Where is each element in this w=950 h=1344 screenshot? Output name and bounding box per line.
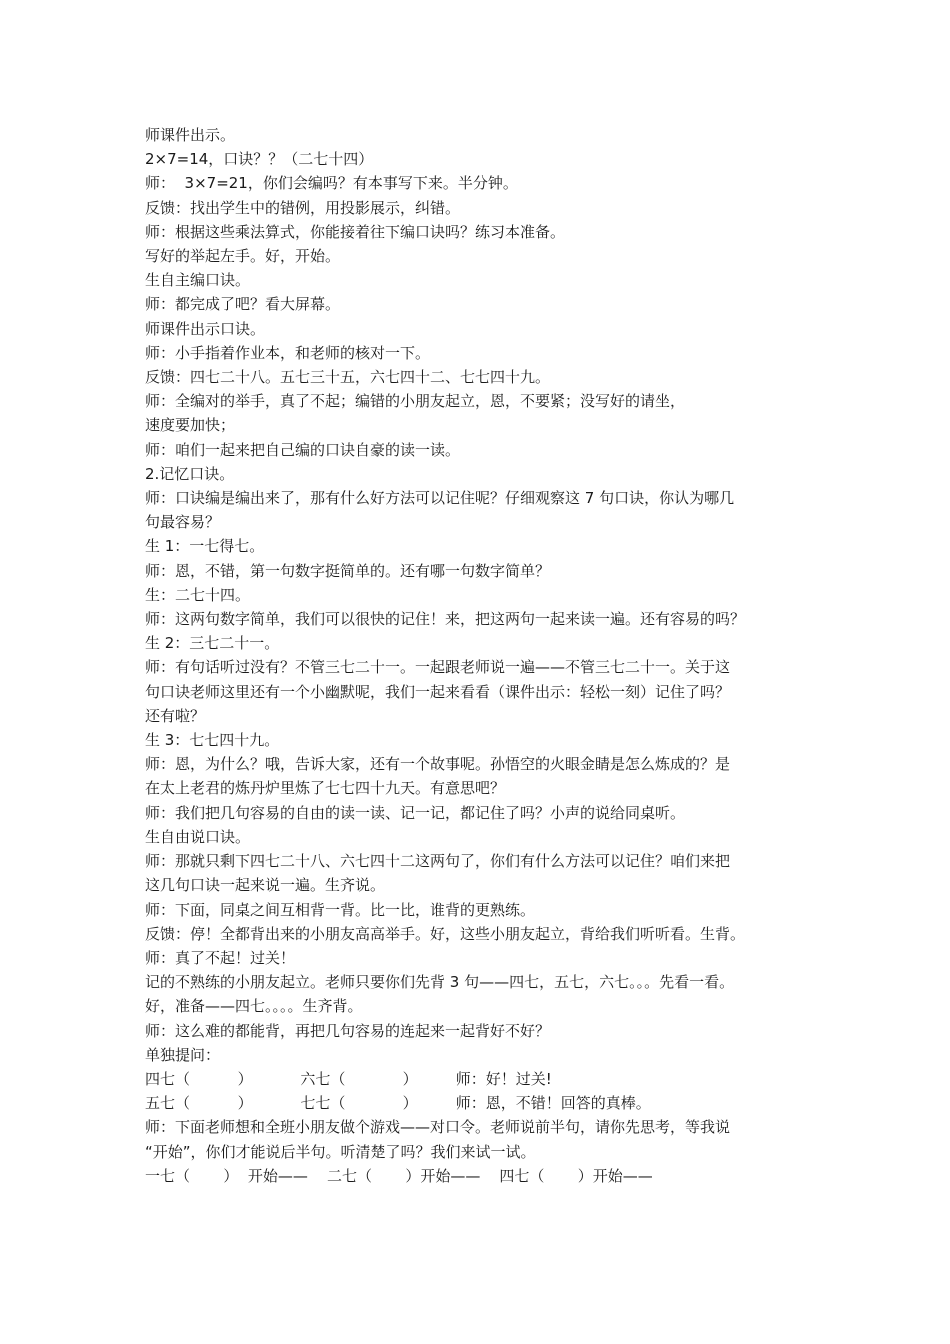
text-line: 2×7=14，口诀？？（二七十四） [145,150,374,169]
text-line: 句最容易？ [145,513,221,532]
text-line: 好，准备——四七。。。。生齐背。 [145,997,363,1016]
text-line: 师：真了不起！过关！ [145,948,296,967]
text-line: 生自由说口诀。 [145,827,251,846]
question-row: 五七（ ） 七七（ ） 师：恩，不错！回答的真棒。 [145,1094,651,1113]
text-line: 师： 3×7=21，你们会编吗？有本事写下来。半分钟。 [145,174,518,193]
text-line: 速度要加快； [145,416,236,435]
text-line: 生 3：七七四十九。 [145,731,280,750]
text-line: 在太上老君的炼丹炉里炼了七七四十九天。有意思吧？ [145,779,506,798]
text-line: 师课件出示口诀。 [145,319,266,338]
text-line: 师：有句话听过没有？不管三七二十一。一起跟老师说一遍——不管三七二十一。关于这 [145,658,731,677]
text-line: 师：我们把几句容易的自由的读一读、记一记，都记住了吗？小声的说给同桌听。 [145,803,686,822]
text-line: 生：二七十四。 [145,585,251,604]
text-line: 师：恩，不错，第一句数字挺简单的。还有哪一句数字简单？ [145,561,551,580]
text-line: 反馈：找出学生中的错例，用投影展示，纠错。 [145,198,461,217]
text-line: 师：都完成了吧？看大屏幕。 [145,295,341,314]
text-line: “开始”，你们才能说后半句。听清楚了吗？我们来试一试。 [145,1142,536,1161]
question-row: 四七（ ） 六七（ ） 师：好！过关! [145,1069,552,1088]
text-line: 师：根据这些乘法算式，你能接着往下编口诀吗？练习本准备。 [145,222,566,241]
section-heading: 2.记忆口诀。 [145,464,235,483]
text-line: 生自主编口诀。 [145,271,251,290]
text-line: 单独提问： [145,1045,221,1064]
text-line: 师：恩，为什么？哦，告诉大家，还有一个故事呢。孙悟空的火眼金睛是怎么炼成的？是 [145,755,731,774]
text-line: 师：那就只剩下四七二十八、六七四十二这两句了，你们有什么方法可以记住？咱们来把 [145,852,731,871]
text-line: 反馈：停！全都背出来的小朋友高高举手。好，这些小朋友起立，背给我们听听看。生背。 [145,924,746,943]
text-line: 生 2：三七二十一。 [145,634,280,653]
text-line: 记的不熟练的小朋友起立。老师只要你们先背 3 句——四七，五七，六七。。。先看一看。 [145,973,735,992]
text-line: 写好的举起左手。好，开始。 [145,247,341,266]
text-line: 句口诀老师这里还有一个小幽默呢，我们一起来看看（课件出示：轻松一刻）记住了吗？ [145,682,731,701]
text-line: 反馈：四七二十八。五七三十五，六七四十二、七七四十九。 [145,368,551,387]
text-line: 师：咱们一起来把自己编的口诀自豪的读一读。 [145,440,461,459]
text-line: 师：这么难的都能背，再把几句容易的连起来一起背好不好？ [145,1021,551,1040]
text-line: 师：下面老师想和全班小朋友做个游戏——对口令。老师说前半句，请你先思考，等我说 [145,1118,731,1137]
text-line: 生 1：一七得七。 [145,537,265,556]
text-line: 师：小手指着作业本，和老师的核对一下。 [145,343,431,362]
text-line: 师：口诀编是编出来了，那有什么好方法可以记住呢？仔细观察这 7 句口诀，你认为哪几 [145,489,735,508]
text-line: 师：下面，同桌之间互相背一背。比一比，谁背的更熟练。 [145,900,536,919]
game-row: 一七（ ） 开始—— 二七（ ）开始—— 四七（ ）开始—— [145,1166,653,1185]
text-line: 还有啦？ [145,706,206,725]
text-line: 师课件出示。 [145,126,236,144]
lesson-transcript [145,123,825,1188]
text-line: 师：这两句数字简单，我们可以很快的记住！来，把这两句一起来读一遍。还有容易的吗？ [145,610,746,629]
text-line: 师：全编对的举手，真了不起；编错的小朋友起立，恩，不要紧；没写好的请坐， [145,392,686,411]
text-line: 这几句口诀一起来说一遍。生齐说。 [145,876,386,895]
